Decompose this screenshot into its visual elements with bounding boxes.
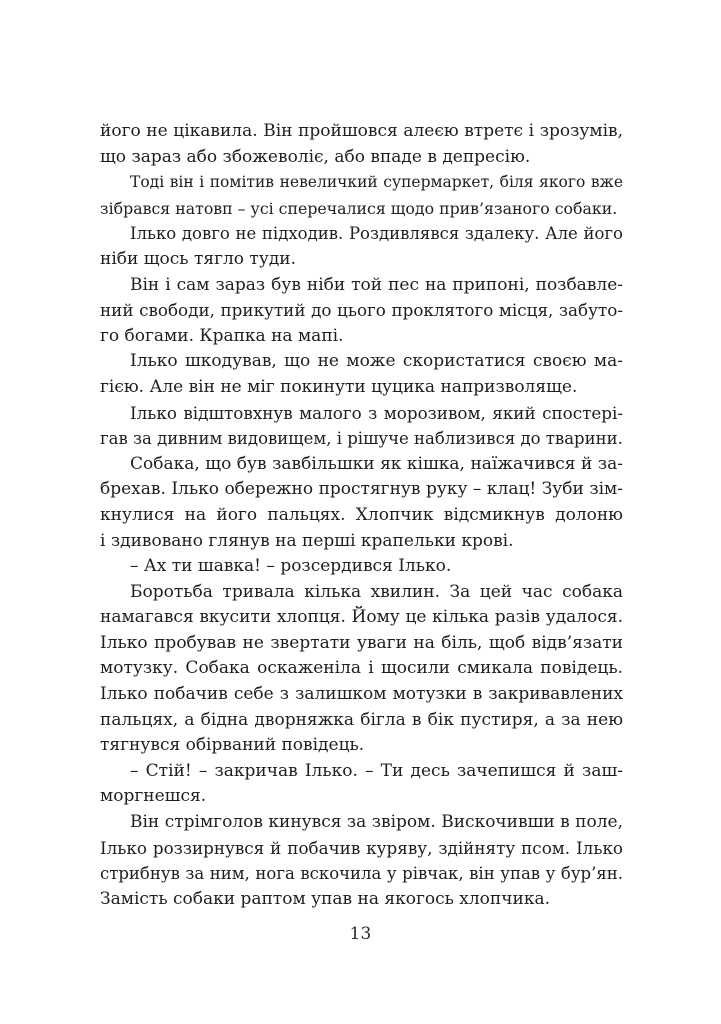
text-line: кнулися на його пальцях. Хлопчик відсмикнув долоню: [100, 504, 623, 525]
text-line: ніби щось тягло туди.: [100, 248, 297, 269]
text-line: Ілько шкодував, що не може скористатися своєю ма-: [130, 351, 623, 372]
text-line: Ілько пробував не звертати уваги на біль, щоб відв’язати: [100, 632, 623, 653]
text-line: Ілько відштовхнув малого з морозивом, який спостері-: [130, 402, 623, 423]
body-text: [100, 119, 623, 912]
text-line: гав за дивним видовищем, і рішуче наблизився до тварини.: [100, 429, 623, 449]
text-line: стрибнув за ним, нога вскочила у рівчак, він упав у бур’ян.: [100, 864, 623, 884]
text-line: ний свободи, прикутий до цього проклятого місця, забуто-: [100, 300, 623, 321]
text-line: го богами. Крапка на мапі.: [100, 325, 344, 346]
page-number: 13: [349, 924, 372, 944]
text-line: гією. Але він не міг покинути цуцика напризволяще.: [100, 376, 578, 397]
text-line: намагався вкусити хлопця. Йому це кілька разів удалося.: [100, 607, 623, 628]
text-line: моргнешся.: [100, 786, 207, 807]
text-line: – Стій! – закричав Ілько. – Ти десь зачепишся й заш-: [130, 760, 623, 781]
text-line: пальцях, а бідна дворняжка бігла в бік пустиря, а за нею: [100, 709, 623, 730]
text-line: Боротьба тривала кілька хвилин. За цей час собака: [130, 581, 623, 602]
text-line: брехав. Ілько обережно простягнув руку – клац! Зуби зім-: [100, 479, 623, 500]
text-line: Ілько довго не підходив. Роздивлявся здалеку. Але його: [130, 224, 623, 244]
text-line: мотузку. Собака оскаженіла і щосили смикала повідець.: [100, 658, 623, 679]
text-line: і здивовано глянув на перші крапельки крові.: [100, 530, 514, 551]
text-line: Тоді він і помітив невеличкий супермаркет, біля якого вже: [130, 173, 623, 192]
text-line: Ілько роззирнувся й побачив куряву, здійняту псом. Ілько: [100, 837, 623, 858]
text-line: зібрався натовп – усі сперечалися щодо прив’язаного собаки.: [100, 198, 618, 218]
text-line: тягнувся обірваний повідець.: [100, 735, 365, 756]
text-line: Він і сам зараз був ніби той пес на припоні, позбавле-: [130, 274, 623, 295]
text-line: Він стрімголов кинувся за звіром. Вискочивши в поле,: [130, 812, 623, 833]
text-line: Замість собаки раптом упав на якогось хлопчика.: [100, 888, 550, 909]
text-line: що зараз або збожеволіє, або впаде в депресію.: [100, 146, 531, 167]
text-line: його не цікавила. Він пройшовся алеєю втретє і зрозумів,: [100, 121, 623, 141]
text-line: – Ах ти шавка! – розсердився Ілько.: [130, 556, 452, 577]
text-line: Ілько побачив себе з залишком мотузки в закривавлених: [100, 684, 623, 705]
text-line: Собака, що був завбільшки як кішка, наїжачився й за-: [130, 453, 623, 474]
